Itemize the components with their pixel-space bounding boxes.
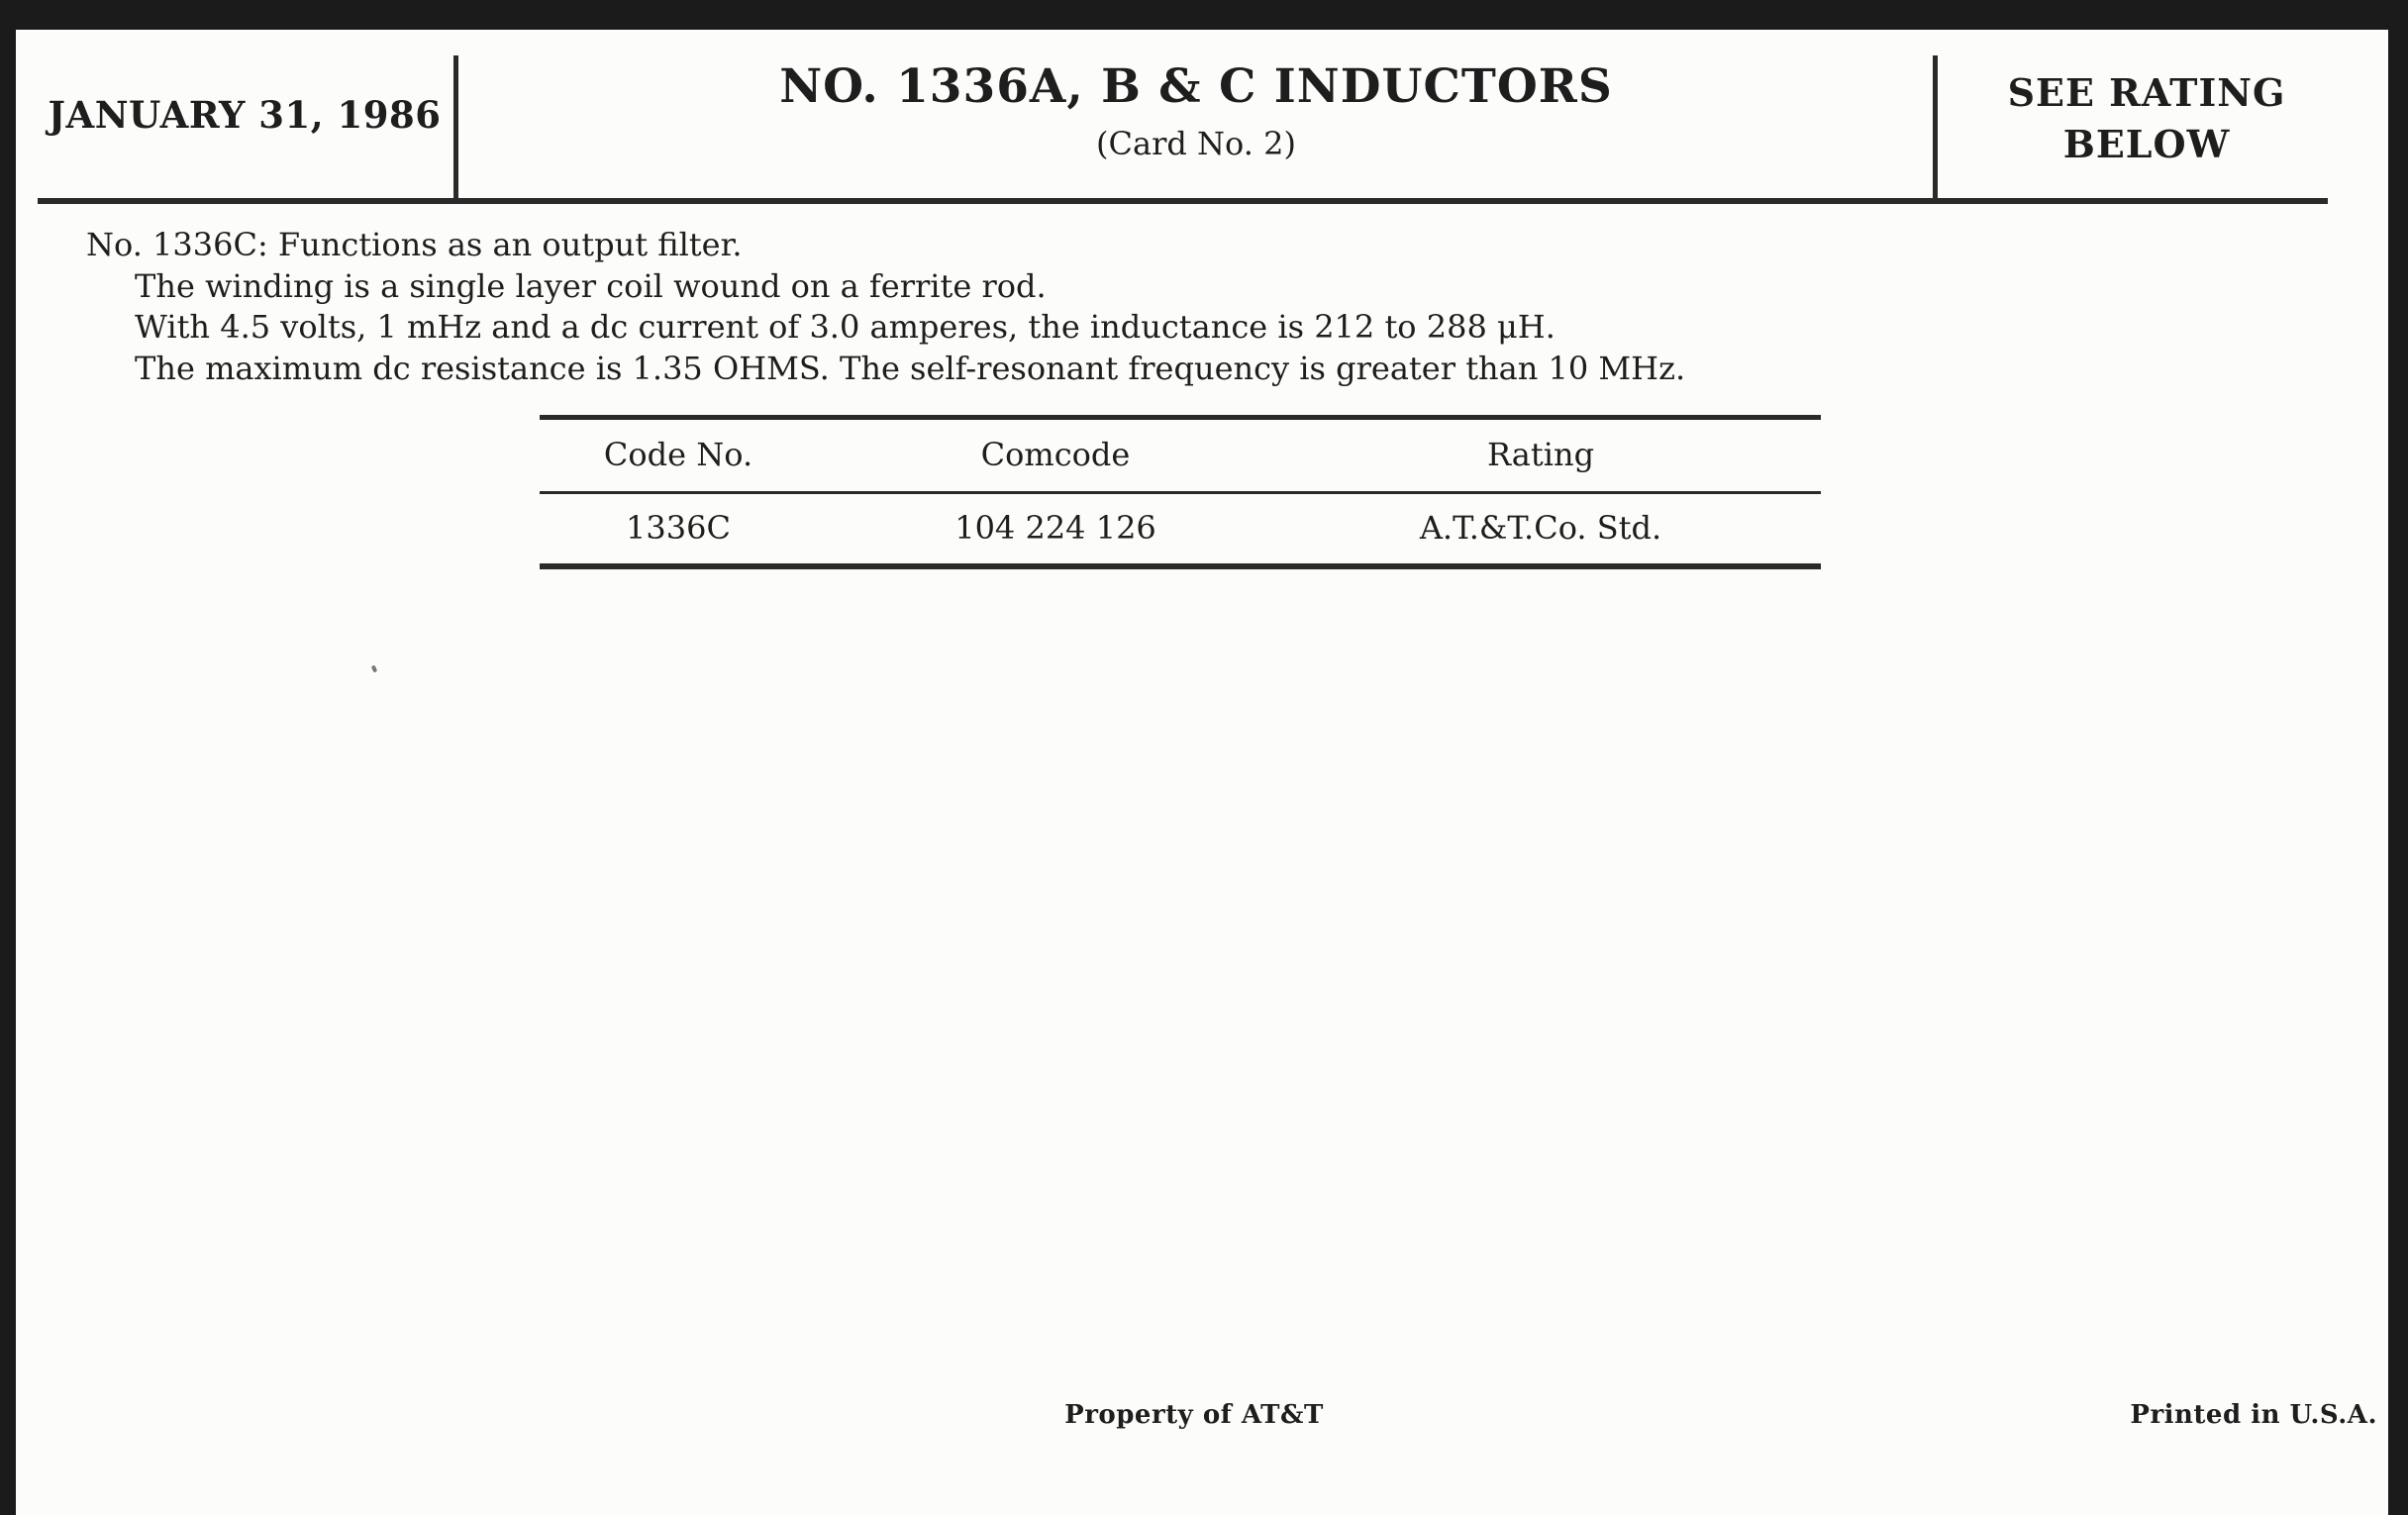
document-date: JANUARY 31, 1986: [48, 93, 442, 137]
printed-notice: Printed in U.S.A.: [2130, 1400, 2377, 1430]
header-divider-left: [453, 55, 458, 198]
description-line: The winding is a single layer coil wound on a ferrite rod.: [135, 266, 1047, 305]
rating-note-line-2: BELOW: [2062, 122, 2231, 166]
rating-note: [1939, 67, 2355, 170]
description-line: The maximum dc resistance is 1.35 OHMS. The self-resonant frequency is greater than 10 MHz.: [135, 349, 1686, 387]
table-top-rule: [540, 415, 1821, 420]
document-card: [16, 30, 2388, 1515]
header-rule: [38, 198, 2328, 204]
table-header-rule: [540, 491, 1821, 494]
table-header-comcode: Comcode: [980, 436, 1131, 473]
table-cell-code-no: 1336C: [626, 509, 731, 547]
table-header-rating: Rating: [1486, 436, 1595, 473]
card-number: (Card No. 2): [1096, 125, 1296, 162]
description-line: No. 1336C: Functions as an output filter.: [86, 226, 743, 263]
paper-speck: [371, 664, 378, 672]
table-header-code-no: Code No.: [603, 436, 753, 473]
description-line: With 4.5 volts, 1 mHz and a dc current of 3.0 amperes, the inductance is 212 to 288 μH.: [135, 308, 1555, 346]
table-cell-comcode: 104 224 126: [954, 509, 1156, 547]
table-bottom-rule: [540, 563, 1821, 569]
document-title: NO. 1336A, B & C INDUCTORS: [779, 59, 1613, 114]
description-paragraph: [86, 225, 1685, 389]
table-cell-rating: A.T.&T.Co. Std.: [1419, 509, 1662, 547]
rating-note-line-1: SEE RATING: [2007, 70, 2286, 115]
property-notice: Property of AT&T: [1064, 1400, 1324, 1430]
header-divider-right: [1933, 55, 1938, 198]
